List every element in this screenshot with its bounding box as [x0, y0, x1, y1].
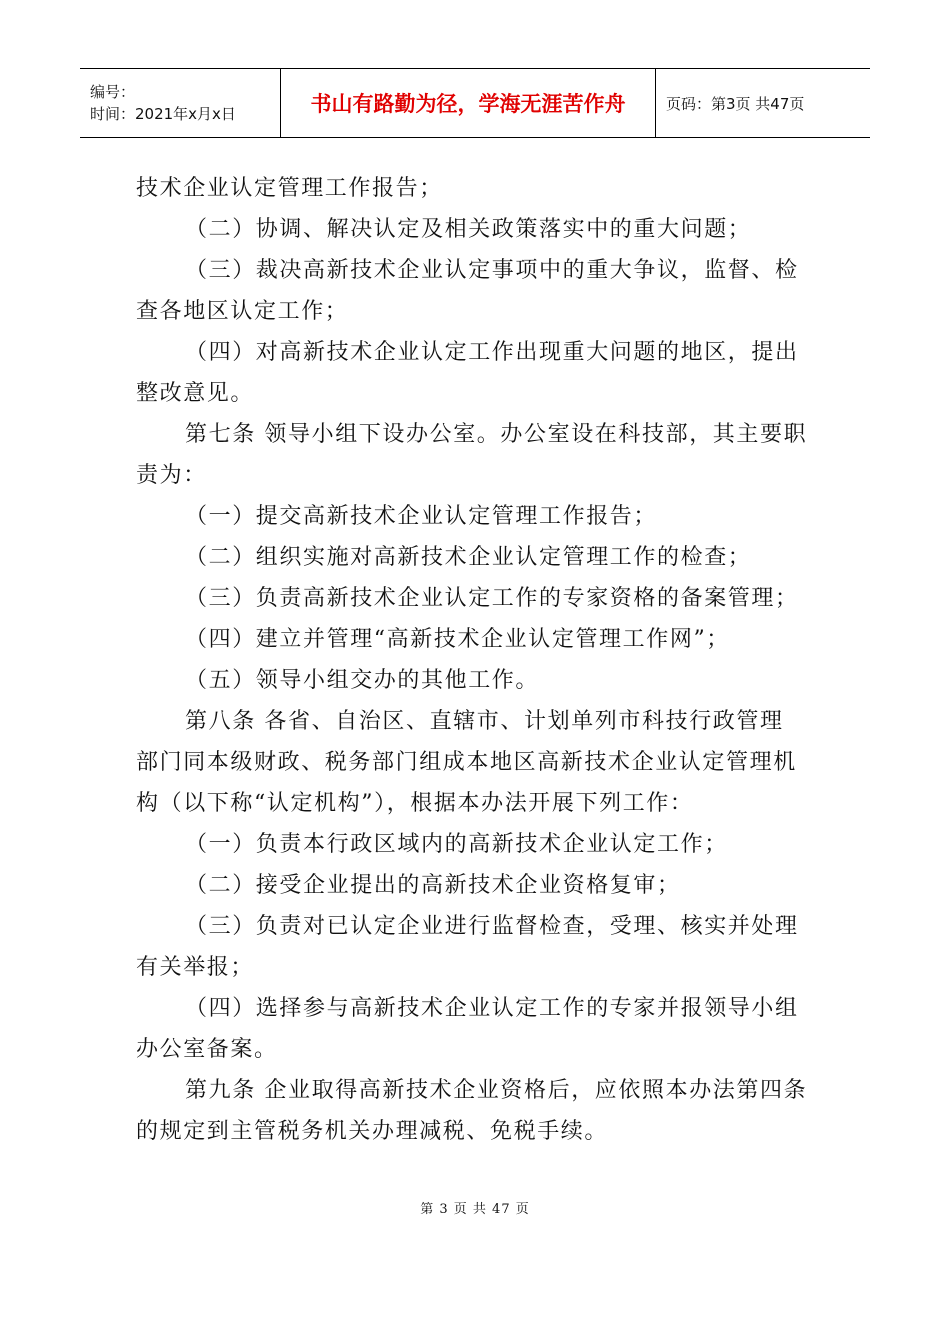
paragraph-line: （二）接受企业提出的高新技术企业资格复审； — [185, 873, 681, 898]
paragraph-line: （三）负责对已认定企业进行监督检查，受理、核实并处理 — [185, 914, 799, 939]
page-header — [80, 68, 870, 138]
paragraph-line: （四）对高新技术企业认定工作出现重大问题的地区，提出 — [185, 340, 799, 365]
paragraph-line: 有关举报； — [136, 955, 255, 980]
header-motto-cell — [281, 69, 656, 137]
paragraph-line: 查各地区认定工作； — [136, 299, 349, 324]
document-number-label: 编号： — [90, 83, 136, 101]
paragraph-line: （四）选择参与高新技术企业认定工作的专家并报领导小组 — [185, 996, 799, 1021]
paragraph-line: 第八条 各省、自治区、直辖市、计划单列市科技行政管理 — [185, 709, 784, 734]
paragraph-line: 第九条 企业取得高新技术企业资格后，应依照本办法第四条 — [185, 1078, 808, 1103]
header-meta — [80, 69, 281, 137]
document-body — [136, 168, 826, 1152]
header-motto: 书山有路勤为径，学海无涯苦作舟 — [310, 92, 626, 116]
paragraph-line: （四）建立并管理“高新技术企业认定管理工作网”； — [185, 627, 730, 652]
paragraph-line: 的规定到主管税务机关办理减税、免税手续。 — [136, 1119, 609, 1144]
paragraph-line: 整改意见。 — [136, 381, 255, 406]
paragraph-line: （三）裁决高新技术企业认定事项中的重大争议，监督、检 — [185, 258, 799, 283]
page-footer: 第 3 页 共 47 页 — [420, 1202, 530, 1217]
paragraph-line: 办公室备案。 — [136, 1037, 278, 1062]
paragraph-line: （一）负责本行政区域内的高新技术企业认定工作； — [185, 832, 728, 857]
paragraph-line: 部门同本级财政、税务部门组成本地区高新技术企业认定管理机 — [136, 750, 797, 775]
paragraph-line: （一）提交高新技术企业认定管理工作报告； — [185, 504, 658, 529]
paragraph-line: （三）负责高新技术企业认定工作的专家资格的备案管理； — [185, 586, 799, 611]
paragraph-line: 责为： — [136, 463, 207, 488]
document-date-label: 时间：2021年x月x日 — [90, 105, 236, 123]
paragraph-line: （二）组织实施对高新技术企业认定管理工作的检查； — [185, 545, 752, 570]
paragraph-line: 第七条 领导小组下设办公室。办公室设在科技部，其主要职 — [185, 422, 808, 447]
paragraph-line: 构（以下称“认定机构”），根据本办法开展下列工作： — [136, 791, 694, 816]
paragraph-line: （五）领导小组交办的其他工作。 — [185, 668, 540, 693]
paragraph-line: （二）协调、解决认定及相关政策落实中的重大问题； — [185, 217, 752, 242]
paragraph-line: 技术企业认定管理工作报告； — [136, 176, 443, 201]
header-page-cell — [656, 69, 870, 137]
header-page-info: 页码：第3页 共47页 — [666, 94, 805, 113]
